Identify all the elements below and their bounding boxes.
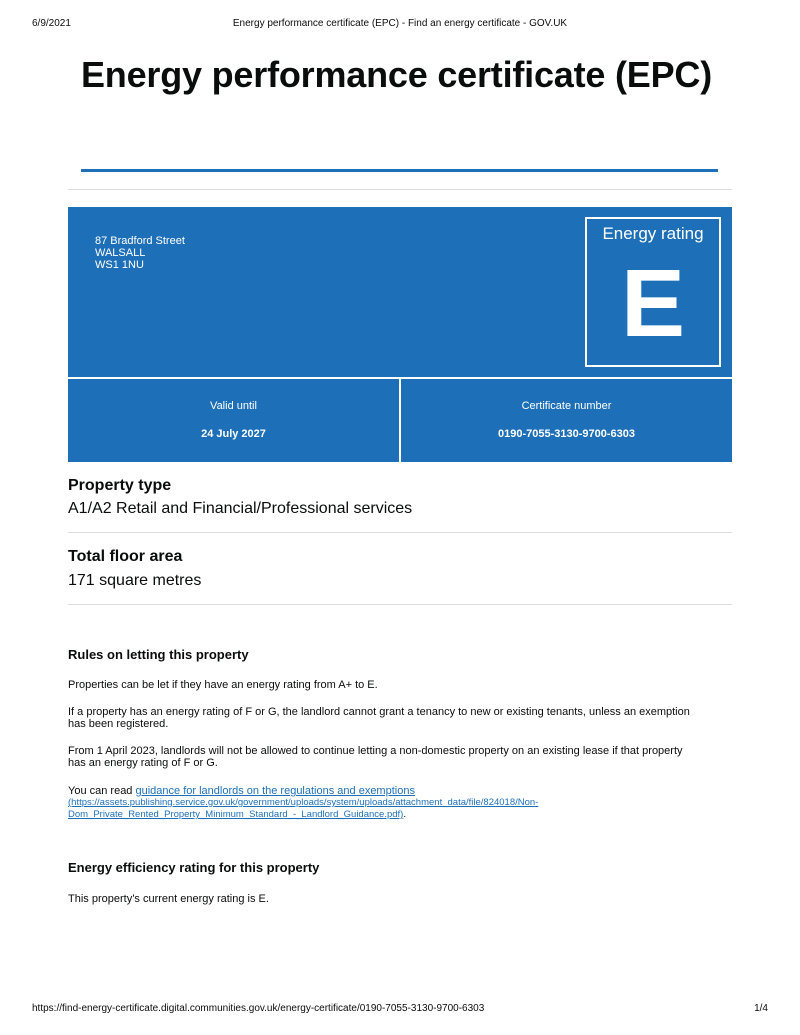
energy-rating-label: Energy rating [602, 224, 704, 243]
print-date: 6/9/2021 [32, 18, 71, 29]
certificate-number-cell [401, 377, 732, 462]
address-line-town: WALSALL [95, 247, 146, 259]
guidance-link[interactable]: guidance for landlords on the regulations and exemptions [135, 785, 415, 797]
property-type-value: A1/A2 Retail and Financial/Professional services [68, 500, 413, 517]
valid-until-value: 24 July 2027 [201, 428, 266, 440]
floor-area-value: 171 square metres [68, 572, 202, 589]
certificate-number-value: 0190-7055-3130-9700-6303 [497, 428, 635, 440]
certificate-number-label: Certificate number [521, 400, 612, 412]
guidance-url-line-2[interactable]: Dom_Private_Rented_Property_Minimum_Standard_-_Landlord_Guidance.pdf) [68, 809, 404, 820]
valid-until-label: Valid until [210, 400, 257, 412]
property-address [95, 235, 185, 271]
certificate-summary [68, 207, 732, 462]
letting-rules-paragraph-1: Properties can be let if they have an energy rating from A+ to E. [68, 679, 378, 691]
address-line-postcode: WS1 1NU [95, 259, 144, 271]
print-document-title: Energy performance certificate (EPC) - Find an energy certificate - GOV.UK [232, 18, 568, 29]
print-footer [32, 1003, 768, 1017]
letting-rules-heading: Rules on letting this property [68, 647, 249, 662]
section-divider [68, 532, 732, 533]
energy-rating-letter: E [620, 250, 686, 357]
floor-area-heading: Total floor area [68, 548, 183, 565]
title-underline [81, 169, 718, 172]
guidance-url-line-1[interactable]: (https://assets.publishing.service.gov.uk/government/uploads/system/uploads/attachment_data/file/824018/Non- [68, 797, 539, 808]
print-url: https://find-energy-certificate.digital.communities.gov.uk/energy-certificate/0190-7055-3130-9700-6303 [32, 1003, 485, 1014]
efficiency-rating-heading: Energy efficiency rating for this property [68, 860, 320, 875]
guidance-prefix: You can read [68, 785, 136, 797]
efficiency-rating-text: This property’s current energy rating is E. [68, 893, 269, 905]
address-line-street: 87 Bradford Street [95, 235, 185, 247]
section-divider [68, 189, 732, 190]
print-header [32, 18, 768, 32]
valid-until-cell [68, 377, 399, 462]
letting-rules-paragraph-2: If a property has an energy rating of F or G, the landlord cannot grant a tenancy to new or existing tenants, unless an exemption has been registered. [68, 706, 690, 730]
guidance-suffix: . [403, 809, 406, 820]
print-page-number: 1/4 [754, 1003, 768, 1014]
letting-rules-paragraph-4 [68, 785, 698, 821]
page-title: Energy performance certificate (EPC) [81, 54, 713, 95]
property-type-heading: Property type [68, 477, 172, 494]
energy-rating-box [585, 217, 721, 367]
letting-rules-paragraph-3: From 1 April 2023, landlords will not be allowed to continue letting a non-domestic property on an existing lease if that property has an energy rating of F or G. [68, 745, 683, 769]
section-divider [68, 604, 732, 605]
